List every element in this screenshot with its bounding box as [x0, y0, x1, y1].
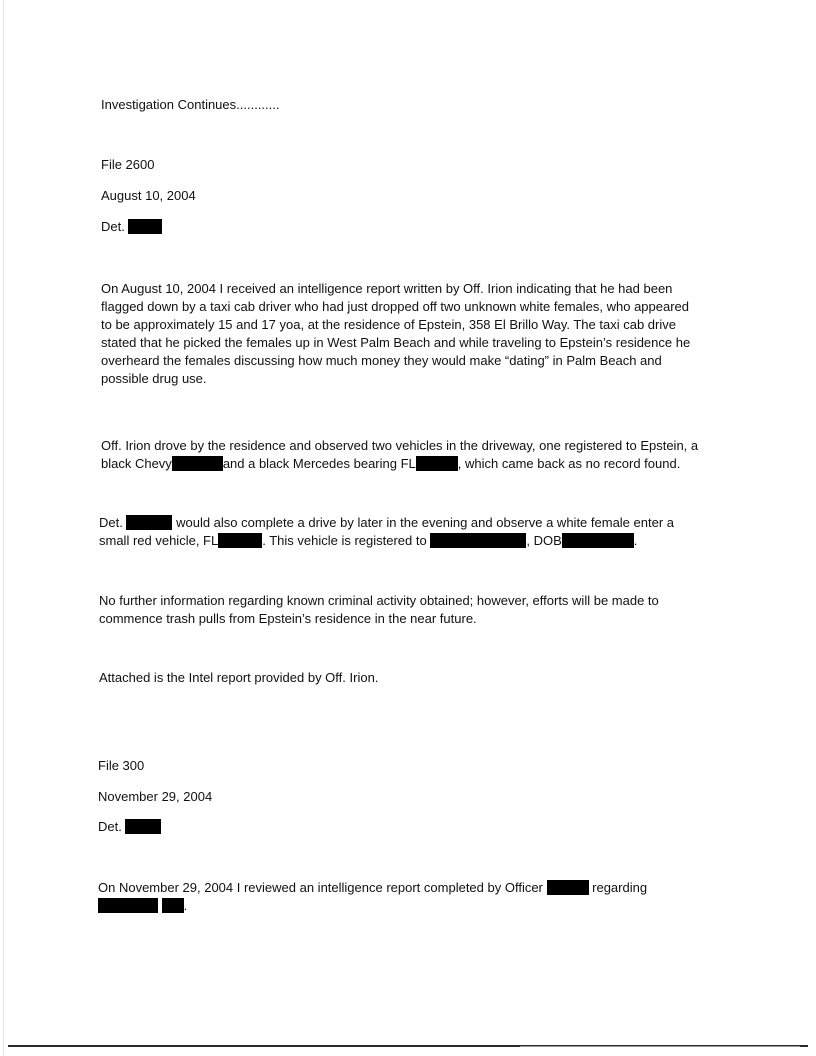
paragraph-line: No further information regarding known criminal activity obtained; however, efforts will be made to: [99, 593, 659, 608]
text-segment: small red vehicle, FL: [99, 533, 219, 548]
paragraph-line: [98, 897, 647, 915]
detective-line: [98, 818, 161, 836]
redaction-block: [172, 456, 223, 471]
paragraph-line: flagged down by a taxi cab driver who had just dropped off two unknown white females, who appeared: [101, 299, 690, 314]
file-number: File 2600: [101, 157, 155, 172]
paragraph-line: [99, 532, 674, 550]
text-segment: , which came back as no record found.: [457, 456, 681, 471]
redaction-block: [98, 898, 158, 913]
file-number: File 300: [98, 758, 145, 773]
redaction-block: [126, 515, 172, 530]
redaction-block: [416, 456, 458, 471]
text-segment: black Chevy: [101, 456, 172, 471]
det-label: Det.: [101, 219, 125, 234]
paragraph-line: [98, 879, 647, 897]
text-segment: On November 29, 2004 I reviewed an intelligence report completed by Officer: [98, 880, 543, 895]
paragraph-attached: Attached is the Intel report provided by Off. Irion.: [99, 670, 379, 685]
paragraph-drive-by: [99, 514, 674, 550]
paragraph-trash-pulls: [99, 592, 659, 628]
paragraph-line: overheard the females discussing how much money they would make “dating” in Palm Beach and: [101, 353, 662, 368]
detective-line: [101, 218, 162, 236]
text-segment: . This vehicle is registered to: [262, 533, 427, 548]
redaction-block: [547, 880, 589, 895]
scan-edge: [3, 0, 4, 1056]
paragraph-line: Off. Irion drove by the residence and observed two vehicles in the driveway, one registered to Epstein, a: [101, 438, 699, 453]
redaction-block: [128, 219, 162, 234]
redaction-block: [125, 819, 161, 834]
paragraph-line: [99, 514, 674, 532]
paragraph-vehicles: [101, 437, 698, 473]
text-segment: .: [183, 898, 188, 913]
text-segment: and a black Mercedes bearing FL: [222, 456, 416, 471]
text-segment: would also complete a drive by later in the evening and observe a white female enter a: [176, 515, 674, 530]
det-label: Det.: [98, 819, 122, 834]
paragraph-line: possible drug use.: [101, 371, 207, 386]
text-segment: regarding: [592, 880, 648, 895]
paragraph-report: [101, 280, 690, 388]
redaction-block: [430, 533, 526, 548]
page-bottom-rule-faint: [520, 1046, 800, 1047]
heading: Investigation Continues............: [101, 97, 280, 112]
redaction-block: [162, 898, 184, 913]
paragraph-line: stated that he picked the females up in West Palm Beach and while traveling to Epstein’s residence he: [101, 335, 691, 350]
paragraph-line: On August 10, 2004 I received an intelligence report written by Off. Irion indicating that he had been: [101, 281, 673, 296]
entry-date: August 10, 2004: [101, 188, 196, 203]
paragraph-line: commence trash pulls from Epstein’s residence in the near future.: [99, 611, 477, 626]
entry-date: November 29, 2004: [98, 789, 213, 804]
text-segment: .: [633, 533, 638, 548]
paragraph-line: to be approximately 15 and 17 yoa, at the residence of Epstein, 358 El Brillo Way. The taxi cab drive: [101, 317, 676, 332]
redaction-block: [562, 533, 634, 548]
paragraph-november-report: [98, 879, 647, 915]
redaction-block: [218, 533, 262, 548]
text-segment: Det.: [99, 515, 123, 530]
text-segment: , DOB: [526, 533, 562, 548]
paragraph-line: [101, 455, 698, 473]
